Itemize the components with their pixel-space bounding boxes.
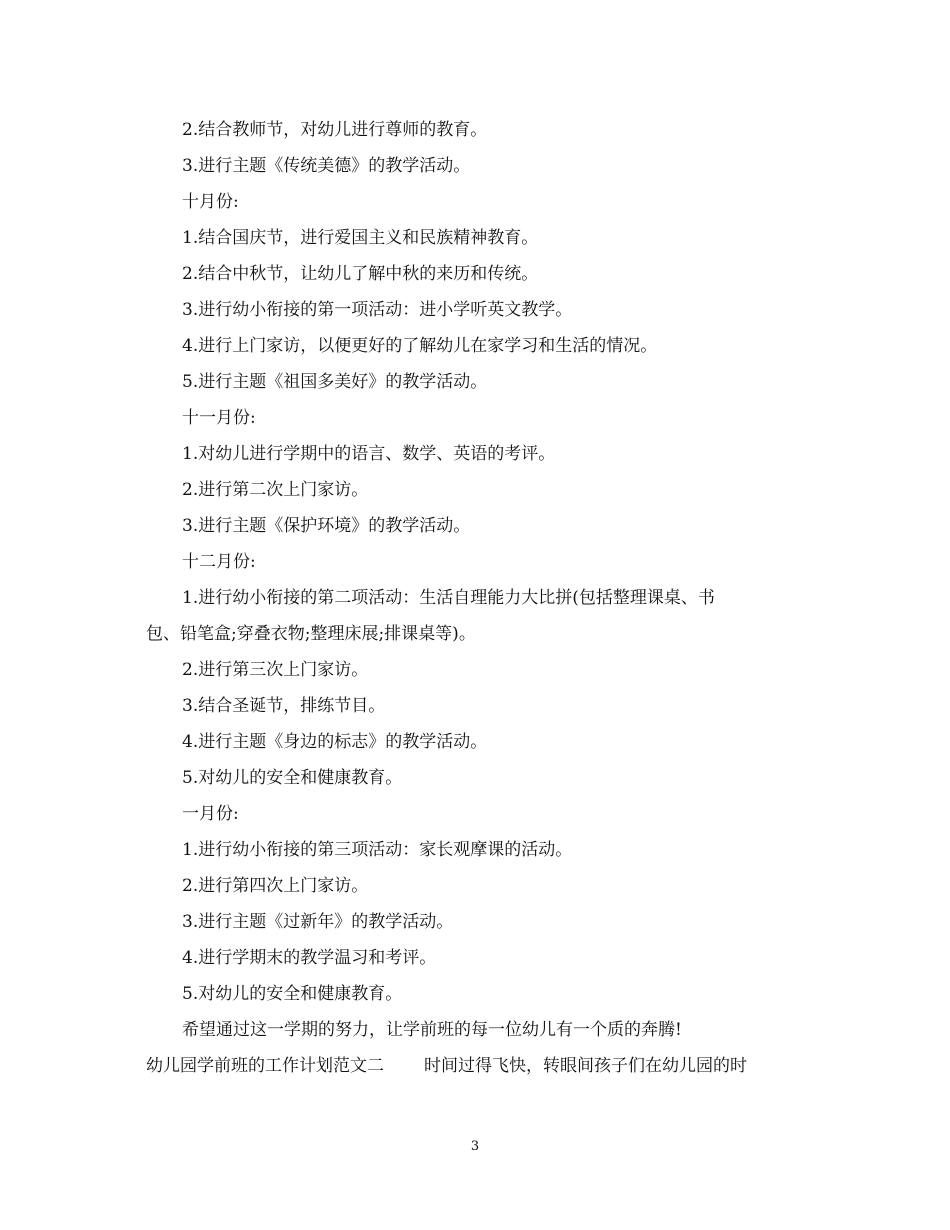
text-line: 3.进行主题《传统美德》的教学活动。: [182, 156, 471, 176]
final-line: [146, 1055, 747, 1077]
section-heading: 幼儿园学前班的工作计划范文二: [146, 1056, 384, 1076]
text-line: 5.对幼儿的安全和健康教育。: [182, 768, 403, 788]
text-line: 1.对幼儿进行学期中的语言、数学、英语的考评。: [182, 444, 556, 464]
text-line: 4.进行上门家访，以便更好的了解幼儿在家学习和生活的情况。: [182, 336, 658, 356]
text-line: 1.结合国庆节，进行爱国主义和民族精神教育。: [182, 228, 539, 248]
text-line: 2.进行第二次上门家访。: [182, 480, 369, 500]
text-line: 4.进行学期末的教学温习和考评。: [182, 948, 437, 968]
text-line: 1.进行幼小衔接的第三项活动：家长观摩课的活动。: [182, 840, 573, 860]
text-line: 3.进行幼小衔接的第一项活动：进小学听英文教学。: [182, 300, 573, 320]
text-line: 2.结合教师节，对幼儿进行尊师的教育。: [182, 120, 488, 140]
text-line: 5.进行主题《祖国多美好》的教学活动。: [182, 372, 488, 392]
text-line-continuation: 包、铅笔盒;穿叠衣物;整理床展;排课桌等)。: [146, 624, 476, 644]
text-line: 3.结合圣诞节，排练节目。: [182, 696, 386, 716]
text-line: 5.对幼儿的安全和健康教育。: [182, 984, 403, 1004]
month-heading-november: 十一月份:: [182, 408, 256, 428]
text-line: 3.进行主题《保护环境》的教学活动。: [182, 516, 471, 536]
month-heading-january: 一月份:: [182, 804, 239, 824]
text-line: 2.进行第三次上门家访。: [182, 660, 369, 680]
text-line: 3.进行主题《过新年》的教学活动。: [182, 912, 454, 932]
page-number: 3: [470, 1139, 480, 1154]
month-heading-december: 十二月份:: [182, 552, 256, 572]
text-line: 1.进行幼小衔接的第二项活动：生活自理能力大比拼(包括整理课桌、书: [182, 588, 715, 608]
month-heading-october: 十月份:: [182, 192, 239, 212]
text-line: 2.结合中秋节，让幼儿了解中秋的来历和传统。: [182, 264, 539, 284]
text-line: 2.进行第四次上门家访。: [182, 876, 369, 896]
closing-paragraph: 希望通过这一学期的努力，让学前班的每一位幼儿有一个质的奔腾!: [182, 1020, 682, 1040]
text-line: 4.进行主题《身边的标志》的教学活动。: [182, 732, 488, 752]
section-intro-text: 时间过得飞快，转眼间孩子们在幼儿园的时: [424, 1056, 747, 1076]
